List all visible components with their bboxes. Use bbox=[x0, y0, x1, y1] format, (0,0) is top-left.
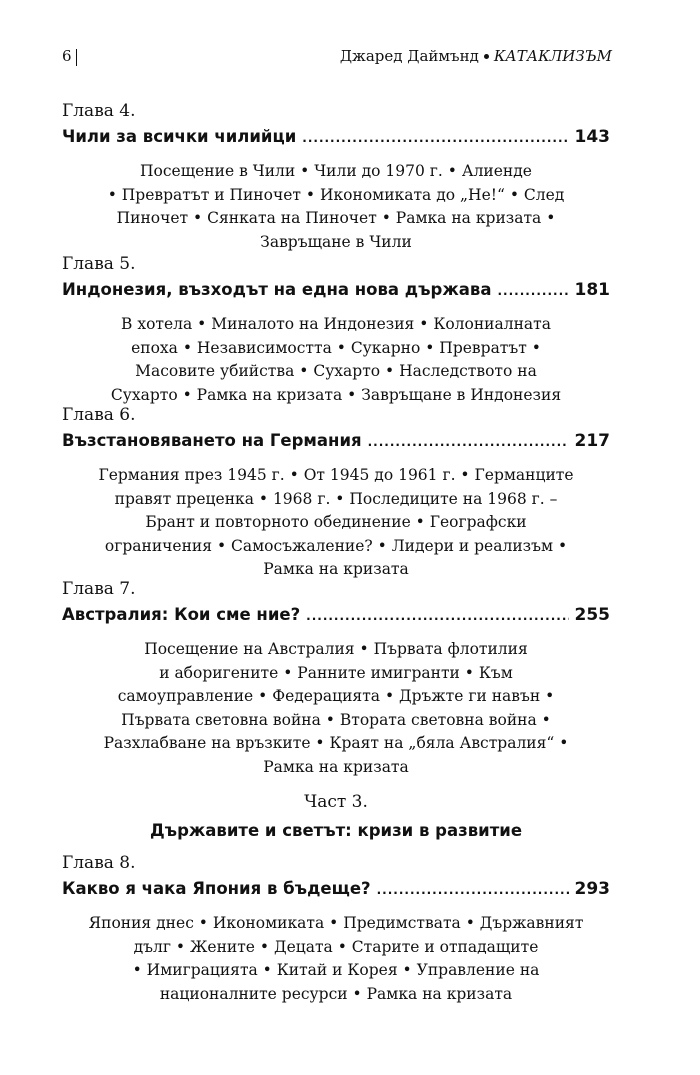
summary-line: Рамка на кризата bbox=[263, 560, 409, 578]
summary-line: Брант и повторното обединение • Географски bbox=[145, 513, 527, 531]
page-number-divider bbox=[76, 49, 77, 66]
toc-entry-chapter-8 bbox=[62, 852, 610, 1006]
summary-line: самоуправление • Федерацията • Дръжте ги навън • bbox=[117, 687, 555, 705]
summary-line: • Превратът и Пиночет • Икономиката до „Не!“ • След bbox=[107, 185, 565, 204]
summary-line: В хотела • Миналото на Индонезия • Колониалната bbox=[121, 315, 551, 333]
dot-leader bbox=[497, 278, 568, 304]
summary-line: Пиночет • Сянката на Пиночет • Рамка на кризата • bbox=[116, 209, 556, 227]
summary-line: Разхлабване на връзките • Краят на „бяла Австралия“ • bbox=[103, 734, 569, 752]
summary-line: правят преценка • 1968 г. • Последиците на 1968 г. – bbox=[114, 489, 558, 508]
part-heading bbox=[62, 790, 610, 844]
chapter-page-number: 217 bbox=[574, 431, 610, 451]
dot-leader bbox=[302, 125, 568, 151]
chapter-summary bbox=[62, 313, 610, 407]
chapter-label: Глава 5. bbox=[62, 254, 136, 274]
chapter-label: Глава 6. bbox=[62, 405, 136, 425]
chapter-title-row[interactable] bbox=[62, 277, 610, 303]
chapter-title: Какво я чака Япония в бъдеще? bbox=[62, 879, 371, 898]
chapter-title-row[interactable] bbox=[62, 602, 610, 628]
chapter-page-number: 143 bbox=[574, 127, 610, 147]
summary-line: националните ресурси • Рамка на кризата bbox=[159, 984, 513, 1003]
summary-line: Масовите убийства • Сухарто • Наследството на bbox=[135, 362, 537, 380]
summary-line: Първата световна война • Втората световна война • bbox=[121, 710, 551, 729]
chapter-title-row[interactable] bbox=[62, 428, 610, 454]
toc-entry-chapter-6 bbox=[62, 404, 610, 582]
summary-line: Германия през 1945 г. • От 1945 до 1961 г. • Германците bbox=[98, 466, 574, 484]
toc-entry-chapter-5 bbox=[62, 253, 610, 407]
part-label: Част 3. bbox=[304, 792, 368, 812]
toc-entry-chapter-4 bbox=[62, 100, 610, 254]
chapter-page-number: 255 bbox=[574, 605, 610, 625]
chapter-title-row[interactable] bbox=[62, 124, 610, 150]
chapter-title: Възстановяването на Германия bbox=[62, 431, 362, 450]
part-title: Държавите и светът: кризи в развитие bbox=[149, 821, 523, 840]
chapter-summary bbox=[62, 912, 610, 1006]
summary-line: ограничения • Самосъжаление? • Лидери и реализъм • bbox=[104, 536, 568, 555]
page-header bbox=[62, 47, 612, 71]
toc-entry-chapter-7 bbox=[62, 578, 610, 779]
dot-leader bbox=[377, 877, 569, 903]
chapter-label: Глава 8. bbox=[62, 853, 136, 873]
bullet-separator bbox=[484, 54, 489, 59]
chapter-label: Глава 4. bbox=[62, 101, 136, 121]
chapter-title: Австралия: Кои сме ние? bbox=[62, 605, 301, 624]
summary-line: дълг • Жените • Децата • Старите и отпадащите bbox=[133, 937, 539, 956]
chapter-summary bbox=[62, 464, 610, 582]
author-name: Джаред Даймънд bbox=[339, 47, 479, 65]
chapter-page-number: 293 bbox=[574, 879, 610, 899]
summary-line: • Имиграцията • Китай и Корея • Управление на bbox=[132, 961, 540, 979]
chapter-title-row[interactable] bbox=[62, 876, 610, 902]
chapter-page-number: 181 bbox=[574, 280, 610, 300]
chapter-label: Глава 7. bbox=[62, 579, 136, 599]
summary-line: епоха • Независимостта • Сукарно • Превратът • bbox=[131, 338, 541, 357]
page-number: 6 bbox=[62, 47, 72, 65]
summary-line: Посещение в Чили • Чили до 1970 г. • Алиенде bbox=[140, 162, 532, 180]
summary-line: Завръщане в Чили bbox=[260, 232, 412, 251]
book-title: КАТАКЛИЗЪМ bbox=[493, 47, 612, 65]
chapter-summary bbox=[62, 638, 610, 779]
summary-line: Посещение на Австралия • Първата флотилия bbox=[144, 640, 528, 658]
summary-line: Япония днес • Икономиката • Предимствата • Държавният bbox=[88, 914, 584, 932]
dot-leader bbox=[368, 429, 569, 455]
chapter-title: Чили за всички чилийци bbox=[62, 127, 297, 146]
summary-line: и аборигените • Ранните имигранти • Към bbox=[159, 663, 513, 682]
chapter-title: Индонезия, възходът на една нова държава bbox=[62, 280, 492, 299]
summary-line: Сухарто • Рамка на кризата • Завръщане в Индонезия bbox=[110, 385, 562, 404]
summary-line: Рамка на кризата bbox=[263, 757, 409, 776]
chapter-summary bbox=[62, 160, 610, 254]
dot-leader bbox=[306, 603, 568, 629]
running-head bbox=[340, 47, 612, 65]
